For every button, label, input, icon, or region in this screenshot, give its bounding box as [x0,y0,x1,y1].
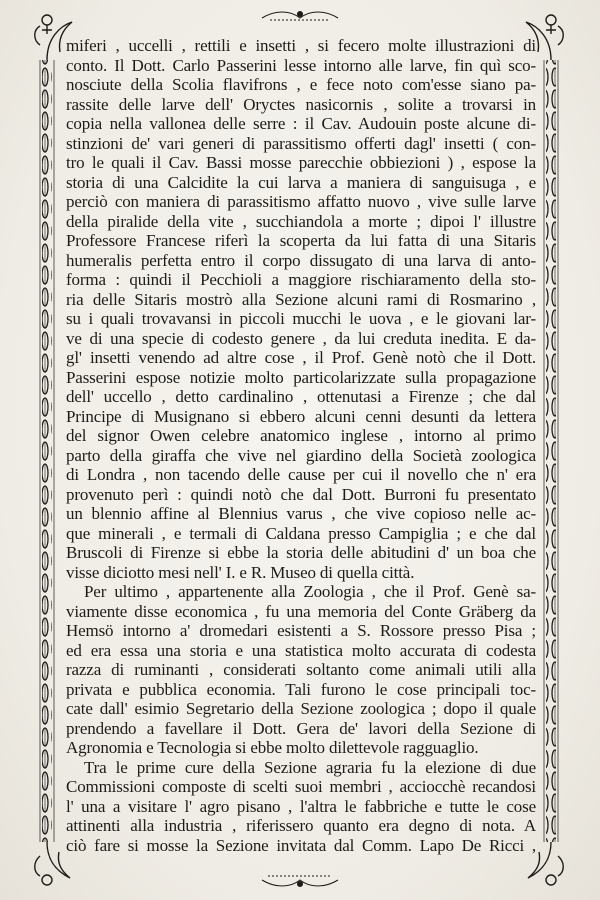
text-line: ciò fare si mosse la Sezione invitata dal Comm. Lapo De Ricci , [66,835,536,855]
top-center-ornament [262,12,338,21]
text-line: Bruscoli di Firenze si ebbe la storia delle abitudini d' un boa che [66,543,536,562]
text-line: attinenti alla industria , riferissero quanto era degno di nota. A [66,816,536,835]
bottom-left-flourish [35,842,70,885]
text-line: un blennio affine al Blennius varus , che vive copioso nelle ac- [66,504,536,523]
text-line: razza di ruminanti , considerati soltanto come animali utili alla [66,660,536,679]
text-line: Commissioni composte di scelti suoi membri , acciocchè recandosi [66,777,536,796]
text-line: forma : quindi il Pecchioli a maggiore rischiaramento della sto- [66,270,536,289]
text-line: copia nella vallonea delle serre : il Cav. Audouin poste alcune di- [66,114,536,133]
text-line: del signor Owen celebre anatomico inglese , intorno al primo [66,426,536,445]
text-line: l' una a visitare l' agro pisano , l'altra le fabbriche e tutte le cose [66,796,536,816]
text-line: Agronomia e Tecnologia si ebbe molto dilettevole ragguaglio. [66,738,479,757]
text-line: Passerini espose notizie molto particolarizzate sulla propagazione [66,367,536,387]
text-line: storia di una Calcidite la cui larva a maniera di sanguisuga , e [66,172,536,192]
text-line: que minerali , e termali di Caldana presso Campiglia ; e che dal [66,523,536,543]
text-line: viamente disse economica , fu una memoria del Conte Gräberg da [66,601,536,621]
text-line: gl' insetti venendo ad altre cose , il Prof. Genè notò che il Dott. [66,348,536,367]
text-line: cate dall' esimio Segretario della Sezione zoologica ; dopo il quale [66,699,536,718]
text-line: dell' uccello , detto cardinalino , ottenutasi a Firenze ; che dal [66,387,536,406]
text-line: visse diciotto mesi nell' I. e R. Museo di quella città. [66,562,415,582]
text-line: prendendo a favellare il Dott. Gera de' lavori della Sezione di [66,718,536,738]
text-line: nosciute della Scolia flavifrons , e fece noto com'esse siano pa- [66,75,536,94]
body-text [66,36,536,856]
right-border-chain [544,60,558,842]
text-line: tro le quali il Cav. Bassi mosse parecchie obbiezioni ) , espose la [66,153,536,172]
text-line: su i quali trovavansi in piccoli mucchi le uova , e le giovani lar- [66,309,536,328]
text-line: Principe di Musignano si ebbero alcuni cenni desunti da lettera [66,406,536,426]
text-line: perciò con maniera di parassitismo affatto nuovo , vive sulle larve [66,192,536,211]
text-line: humeralis perfetta entro il corpo dissugato di una larva di anto- [66,250,536,270]
text-line: privata e pubblica economia. Tali furono le cose principali toc- [66,679,536,699]
left-border-chain [40,60,54,842]
text-line: miferi , uccelli , rettili e insetti , si fecero molte illustrazioni di [66,36,536,55]
text-line: Hemsö intorno a' dromedari esistenti a S. Rossore presso Pisa ; [66,621,536,640]
text-line: ria delle Sitaris mostrò alla Sezione alcuni rami di Rosmarino , [66,289,536,309]
bottom-center-ornament [262,876,338,887]
text-line: della piralide della vite , succhiandola a morte ; dipoi l' illustre [66,211,536,231]
text-line: rassite delle larve dell' Oryctes nasicornis , solite a trovarsi in [66,94,536,114]
paragraph-start-line: Per ultimo , appartenente alla Zoologia , che il Prof. Genè sa- [84,582,536,601]
text-line: parto della giraffa che vive nel giardino della Società zoologica [66,445,536,465]
text-line: stinzioni de' vari generi di parassitismo offerti dagl' insetti ( con- [66,133,536,153]
text-line: di Londra , non tacendo delle cause per cui il novello che n' era [66,465,536,484]
text-line: provenuto perì : quindi notò che dal Dott. Burroni fu presentato [66,484,536,504]
text-line: ve di una specie di codesto genere , da lui creduta inedita. E da- [66,328,536,348]
text-line: ed era essa una storia e una statistica molto accurata di codesta [66,640,536,660]
text-line: conto. Il Dott. Carlo Passerini lesse intorno alle larve, fin quì sco- [66,55,536,75]
paragraph-start-line: Tra le prime cure della Sezione agraria fu la elezione di due [84,757,536,777]
text-line: Professore Francese riferì la scoperta da lui fatta di una Sitaris [66,231,536,250]
